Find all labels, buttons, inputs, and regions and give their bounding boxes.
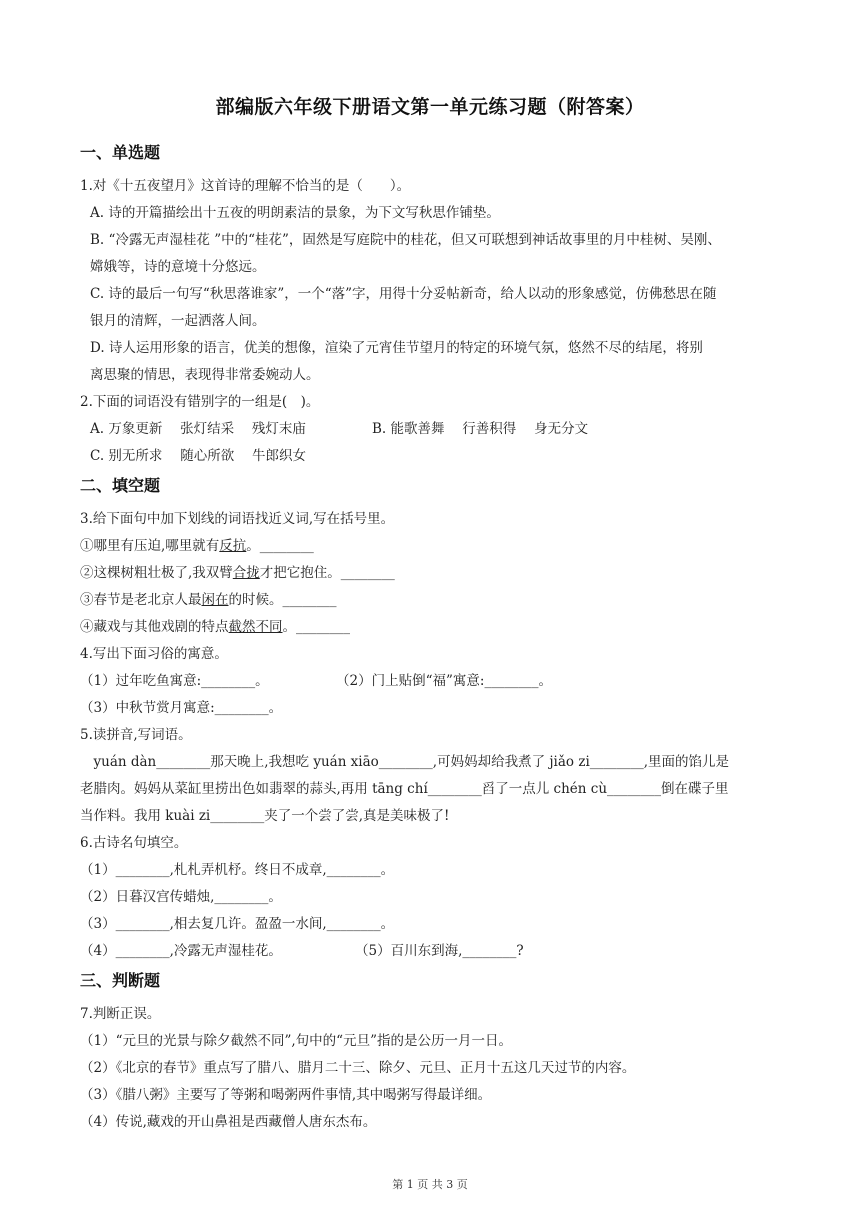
question-6-item-4: （4）________,冷露无声湿桂花。: [80, 943, 282, 959]
question-7-item-1: （1）“元旦的光景与除夕截然不同”,句中的“元旦”指的是公历一月一日。: [80, 1033, 512, 1049]
question-2-stem: 2.下面的词语没有错别字的一组是( )。: [80, 394, 320, 410]
question-5-line-1: yuán dàn________那天晚上,我想吃 yuán xiāo________,可妈妈却给我煮了 jiǎo zi________,里面的馅儿是: [80, 754, 730, 770]
question-7-item-3: （3）《腊八粥》主要写了等粥和喝粥两件事情,其中喝粥写得最详细。: [80, 1087, 492, 1103]
question-2-option-c: C. 别无所求 随心所欲 牛郎织女: [90, 448, 307, 464]
question-6-stem: 6.古诗名句填空。: [80, 835, 188, 851]
q3-item1-underlined: 反抗: [219, 538, 247, 554]
question-5-stem: 5.读拼音,写词语。: [80, 727, 192, 743]
question-7-stem: 7.判断正误。: [80, 1006, 161, 1022]
q3-item2-pre: ②这棵树粗壮极了,我双臂: [80, 565, 233, 581]
question-3-item-4: [80, 618, 350, 636]
question-6-item-2: （2）日暮汉宫传蜡烛,________。: [80, 889, 282, 905]
q3-item1-pre: ①哪里有压迫,哪里就有: [80, 538, 220, 554]
q3-item4-post: 。________: [282, 619, 350, 635]
question-3-stem: 3.给下面句中加下划线的词语找近义词,写在括号里。: [80, 511, 395, 527]
page-footer: 第 1 页 共 3 页: [392, 1178, 468, 1191]
question-7-item-4: （4）传说,藏戏的开山鼻祖是西藏僧人唐东杰布。: [80, 1114, 377, 1130]
question-1-stem: 1.对《十五夜望月》这首诗的理解不恰当的是（ ）。: [80, 178, 411, 194]
section-heading-fill-blank: 二、填空题: [80, 476, 161, 495]
document-title: 部编版六年级下册语文第一单元练习题（附答案）: [215, 96, 645, 118]
q3-item2-underlined: 合拢: [232, 565, 260, 581]
question-4-item-3: （3）中秋节赏月寓意:________。: [80, 700, 283, 716]
question-2-option-a: A. 万象更新 张灯结采 残灯末庙: [90, 421, 306, 437]
q3-item3-pre: ③春节是老北京人最: [80, 592, 202, 608]
question-4-item-2: （2）门上贴倒“福”寓意:________。: [336, 673, 552, 689]
question-1-option-d-line2: 离思聚的情思，表现得非常委婉动人。: [90, 367, 320, 383]
question-1-option-a: A. 诗的开篇描绘出十五夜的明朗素洁的景象，为下文写秋思作铺垫。: [90, 205, 500, 221]
section-heading-single-choice: 一、单选题: [80, 143, 161, 162]
question-7-item-2: （2）《北京的春节》重点写了腊八、腊月二十三、除夕、元旦、正月十五这几天过节的内容。: [80, 1060, 636, 1076]
q3-item4-pre: ④藏戏与其他戏剧的特点: [80, 619, 229, 635]
question-4-item-1: （1）过年吃鱼寓意:________。: [80, 673, 269, 689]
question-5-line-3: 当作料。我用 kuài zi________夹了一个尝了尝,真是美味极了!: [80, 808, 450, 824]
question-1-option-b-line2: 嫦娥等，诗的意境十分悠远。: [90, 259, 266, 275]
question-1-option-c-line2: 银月的清辉，一起洒落人间。: [90, 313, 266, 329]
q3-item2-post: 才把它抱住。________: [259, 565, 395, 581]
question-6-item-3: （3）________,相去复几许。盈盈一水间,________。: [80, 916, 395, 932]
question-3-item-3: [80, 591, 337, 609]
q3-item1-post: 。________: [246, 538, 314, 554]
question-1-option-c-line1: C. 诗的最后一句写“秋思落谁家”，一个“落”字，用得十分妥帖新奇，给人以动的形象感觉，仿佛愁思在随: [90, 286, 717, 302]
question-3-item-2: [80, 564, 395, 582]
question-5-line-2: 老腊肉。妈妈从菜缸里捞出色如翡翠的蒜头,再用 tāng chí________舀了一点儿 chén cù________倒在碟子里: [80, 781, 729, 797]
q3-item3-post: 的时候。________: [228, 592, 337, 608]
q3-item4-underlined: 截然不同: [228, 619, 283, 635]
question-3-item-1: [80, 537, 314, 555]
question-1-option-b-line1: B. “冷露无声湿桂花 ”中的“桂花”，固然是写庭院中的桂花，但又可联想到神话故事里的月中桂树、吴刚、: [90, 232, 721, 248]
question-6-item-1: （1）________,札札弄机杼。终日不成章,________。: [80, 862, 395, 878]
section-heading-true-false: 三、判断题: [80, 971, 161, 990]
q3-item3-underlined: 闲在: [201, 592, 229, 608]
question-2-option-b: B. 能歌善舞 行善积得 身无分文: [372, 421, 589, 437]
question-1-option-d-line1: D. 诗人运用形象的语言，优美的想像，渲染了元宵佳节望月的特定的环境气氛，悠然不尽的结尾，将别: [90, 340, 703, 356]
question-4-stem: 4.写出下面习俗的寓意。: [80, 646, 228, 662]
question-6-item-5: （5）百川东到海,________?: [355, 943, 524, 959]
